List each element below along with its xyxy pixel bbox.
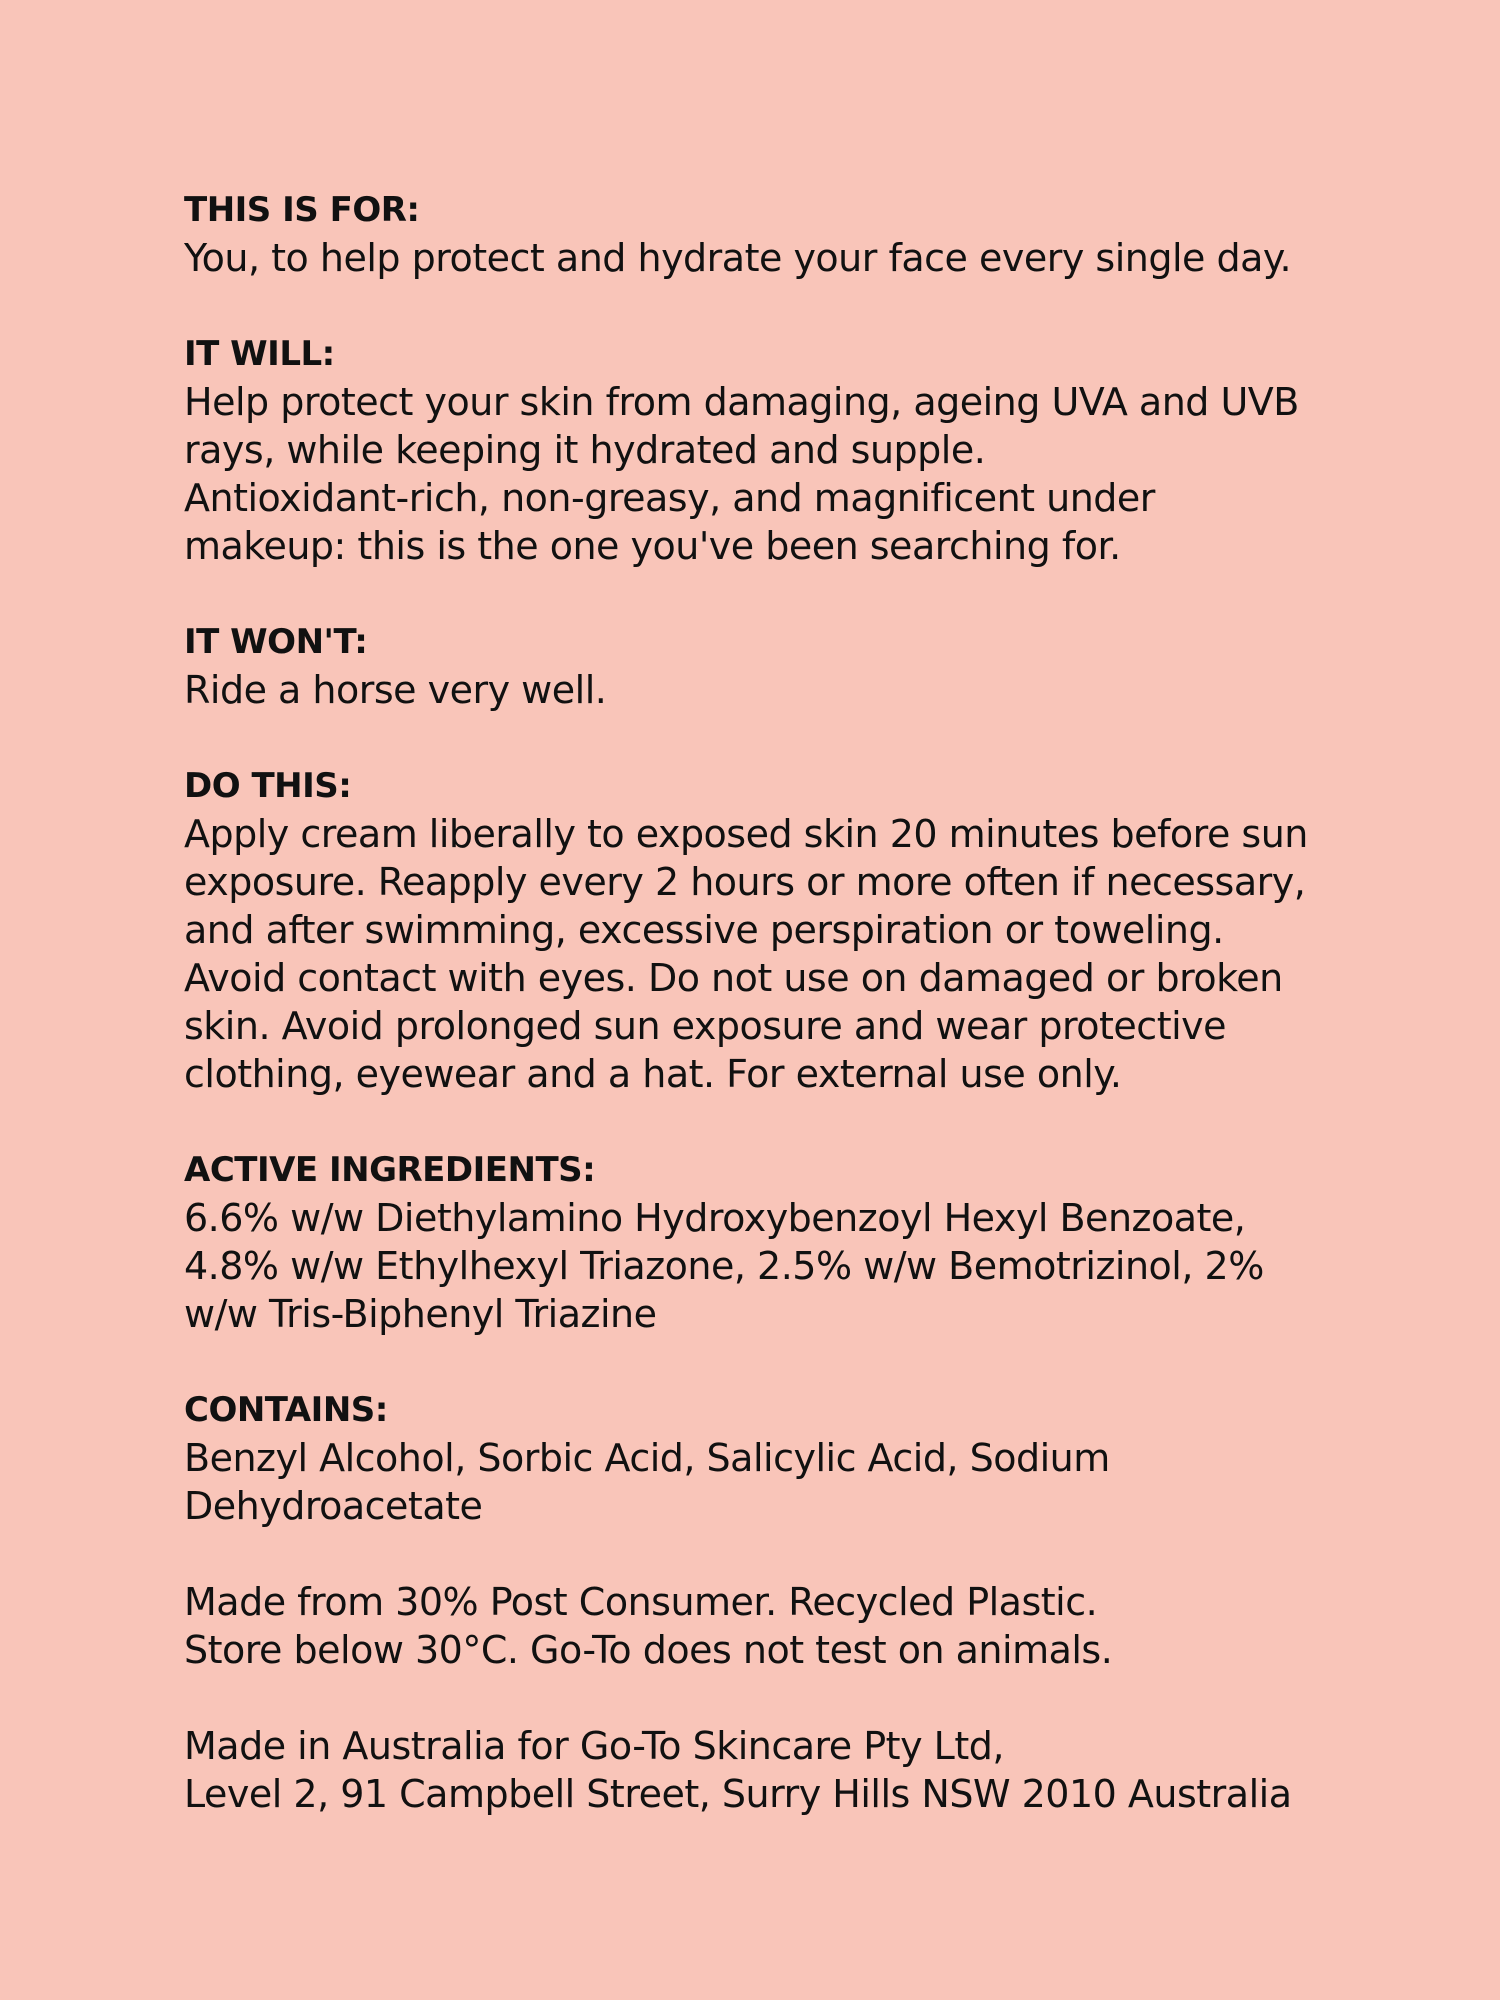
section-text-line: clothing, eyewear and a hat. For external use only.: [184, 1052, 1122, 1096]
section-it-wont: [184, 618, 1364, 714]
section-gap: [184, 714, 1364, 762]
note-text-line: Made from 30% Post Consumer. Recycled Plastic.: [184, 1580, 1098, 1624]
section-text-line: w/w Tris-Biphenyl Triazine: [184, 1292, 657, 1336]
section-text-line: makeup: this is the one you've been searching for.: [184, 524, 1121, 568]
section-text-line: Ride a horse very well.: [184, 668, 607, 712]
section-heading: DO THIS:: [184, 766, 352, 806]
section-text-line: You, to help protect and hydrate your face every single day.: [184, 236, 1292, 280]
section-text-line: 6.6% w/w Diethylamino Hydroxybenzoyl Hexyl Benzoate,: [184, 1196, 1246, 1240]
section-gap: [184, 1674, 1364, 1722]
note-text-line: Made in Australia for Go-To Skincare Pty Ltd,: [184, 1724, 1004, 1768]
note-recycling-storage: [184, 1578, 1364, 1674]
section-it-will: [184, 330, 1364, 570]
section-active-ingredients: [184, 1146, 1364, 1338]
section-do-this: [184, 762, 1364, 1098]
section-gap: [184, 1530, 1364, 1578]
section-text-line: exposure. Reapply every 2 hours or more often if necessary,: [184, 860, 1306, 904]
section-heading: ACTIVE INGREDIENTS:: [184, 1150, 596, 1190]
section-text-line: rays, while keeping it hydrated and supple.: [184, 428, 986, 472]
section-text-line: Dehydroacetate: [184, 1484, 483, 1528]
section-text-line: and after swimming, excessive perspiration or toweling.: [184, 908, 1224, 952]
label-content: [184, 186, 1364, 1818]
section-text-line: Benzyl Alcohol, Sorbic Acid, Salicylic Acid, Sodium: [184, 1436, 1110, 1480]
section-heading: THIS IS FOR:: [184, 190, 420, 230]
section-text-line: Antioxidant-rich, non-greasy, and magnificent under: [184, 476, 1155, 520]
section-this-is-for: [184, 186, 1364, 282]
section-text-line: 4.8% w/w Ethylhexyl Triazone, 2.5% w/w Bemotrizinol, 2%: [184, 1244, 1264, 1288]
section-gap: [184, 1338, 1364, 1386]
section-gap: [184, 1098, 1364, 1146]
section-text-line: Avoid contact with eyes. Do not use on damaged or broken: [184, 956, 1283, 1000]
section-contains: [184, 1386, 1364, 1530]
note-text-line: Store below 30°C. Go-To does not test on animals.: [184, 1628, 1113, 1672]
section-text-line: Help protect your skin from damaging, ageing UVA and UVB: [184, 380, 1299, 424]
section-heading: IT WON'T:: [184, 622, 368, 662]
section-heading: CONTAINS:: [184, 1390, 388, 1430]
note-text-line: Level 2, 91 Campbell Street, Surry Hills NSW 2010 Australia: [184, 1772, 1292, 1816]
note-manufacturer-address: [184, 1722, 1364, 1818]
section-text-line: Apply cream liberally to exposed skin 20 minutes before sun: [184, 812, 1308, 856]
section-gap: [184, 282, 1364, 330]
section-text-line: skin. Avoid prolonged sun exposure and wear protective: [184, 1004, 1227, 1048]
section-gap: [184, 570, 1364, 618]
section-heading: IT WILL:: [184, 334, 335, 374]
